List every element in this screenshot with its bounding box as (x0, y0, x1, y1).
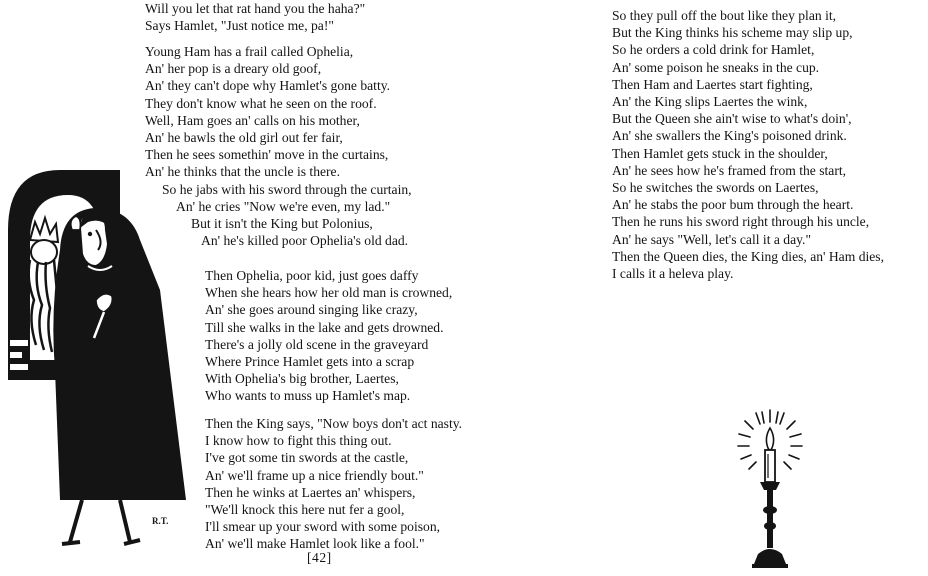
poem-line: Then Hamlet gets stuck in the shoulder, (612, 145, 828, 161)
artist-signature (152, 514, 178, 526)
poem-line: But it isn't the King but Polonius, (191, 216, 373, 232)
poem-stanza (145, 0, 365, 34)
poem-line: An' he sees how he's framed from the start, (612, 162, 847, 178)
poem-line: An' she goes around singing like crazy, (205, 302, 418, 318)
svg-text:R.T.: R.T. (152, 516, 169, 526)
poem-line: So he orders a cold drink for Hamlet, (612, 42, 815, 58)
poem-line: An' he says "Well, let's call it a day." (612, 231, 811, 247)
poem-line: Then he sees somethin' move in the curtains, (145, 147, 389, 163)
poem-line: An' they can't dope why Hamlet's gone batty. (145, 78, 391, 94)
poem-line: An' some poison he sneaks in the cup. (612, 59, 820, 75)
poem-line: Where Prince Hamlet gets into a scrap (205, 354, 415, 370)
poem-line: Then the King says, "Now boys don't act nasty. (205, 416, 463, 431)
poem-line: Who wants to muss up Hamlet's map. (205, 388, 411, 404)
candlestick-icon (730, 404, 810, 574)
poem-line: I know how to fight this thing out. (205, 433, 392, 449)
poem-line: An' the King slips Laertes the wink, (612, 94, 808, 110)
poem-line: I've got some tin swords at the castle, (205, 450, 409, 466)
poem-stanza (612, 7, 884, 282)
poem-line: I calls it a heleva play. (612, 266, 734, 282)
poem-line: Well, Ham goes an' calls on his mother, (145, 112, 360, 128)
poem-line: An' her pop is a dreary old goof, (145, 61, 322, 77)
poem-line: Then Ophelia, poor kid, just goes daffy (205, 268, 419, 283)
poem-line: Young Ham has a frail called Ophelia, (145, 44, 354, 59)
poem-line: With Ophelia's big brother, Laertes, (205, 371, 399, 387)
poem-line: Then Ham and Laertes start fighting, (612, 76, 813, 92)
poem-line: An' he's killed poor Ophelia's old dad. (201, 233, 409, 249)
poem-line: An' we'll frame up a nice friendly bout." (205, 467, 424, 483)
poem-line: An' she swallers the King's poisoned drink. (612, 128, 847, 144)
poem-line: So they pull off the bout like they plan it, (612, 8, 837, 23)
poem-line: They don't know what he seen on the roof. (145, 95, 377, 111)
poem-line: When she hears how her old man is crowned, (205, 285, 453, 301)
poem-line: So he switches the swords on Laertes, (612, 180, 819, 196)
poem-line: Says Hamlet, "Just notice me, pa!" (145, 18, 334, 34)
poem-line: But the King thinks his scheme may slip up, (612, 25, 853, 41)
poem-line: Then he runs his sword right through his uncle, (612, 214, 870, 230)
poem-line: An' he cries "Now we're even, my lad." (176, 198, 391, 214)
poem-line: I'll smear up your sword with some poison, (205, 519, 441, 535)
poem-line: An' we'll make Hamlet look like a fool." (205, 536, 425, 552)
poem-stanza (205, 267, 452, 405)
poem-line: But the Queen she ain't wise to what's doin', (612, 111, 852, 127)
poem-line: Till she walks in the lake and gets drowned. (205, 319, 444, 335)
poem-line: There's a jolly old scene in the graveyard (205, 336, 429, 352)
poem-line: "We'll knock this here nut fer a gool, (205, 502, 405, 518)
poem-line: An' he thinks that the uncle is there. (145, 164, 340, 180)
poem-line: An' he bawls the old girl out fer fair, (145, 130, 343, 146)
poem-stanza (205, 415, 462, 553)
poem-line: Then the Queen dies, the King dies, an' Ham dies, (612, 248, 884, 264)
page-number: [42] (307, 550, 332, 565)
poem-line: Will you let that rat hand you the haha?" (145, 1, 366, 16)
poem-line: So he jabs with his sword through the curtain, (162, 181, 412, 197)
poem-line: An' he stabs the poor bum through the heart. (612, 197, 854, 213)
poem-stanza (145, 43, 412, 249)
poem-line: Then he winks at Laertes an' whispers, (205, 484, 416, 500)
